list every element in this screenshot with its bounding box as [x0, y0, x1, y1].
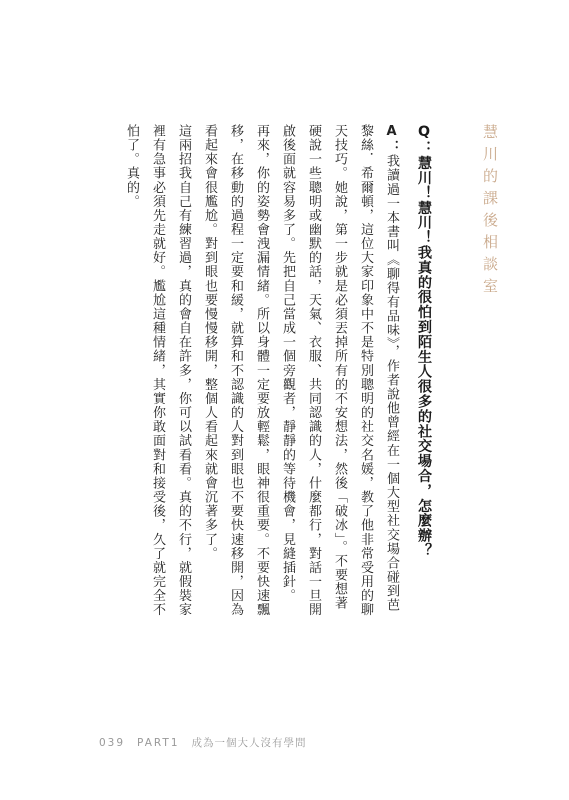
- answer-line: 天技巧。她說，第一步就是必須丟掉所有的不安想法，然後「破冰」。不要想著: [332, 124, 347, 611]
- answer-line: [378, 124, 404, 664]
- answer-line-text: 我讀過一本書叫《聊得有品味》，作者說他曾經在一個大型社交場合碰到芭: [384, 154, 399, 613]
- answer-line: 這兩招我自己有練習過，真的會自在許多，你可以試看看。真的不行，就假裝家: [176, 124, 191, 617]
- answer-line: 再來，你的姿勢會洩漏情緒。所以身體一定要放輕鬆，眼神很重要。不要快速飄: [254, 124, 269, 617]
- answer-line: 移，在移動的過程一定要和緩，就算和不認識的人對到眼也不要快速移開，因為: [228, 124, 243, 617]
- answer-lead: A：: [384, 124, 399, 155]
- section-header-title: 慧川的課後相談室: [481, 124, 499, 300]
- answer-line: 裡有急事必須先走就好。尷尬這種情緒，其實你敢面對和接受後，久了就完全不: [150, 124, 165, 617]
- answer-line: 硬說一些聰明或幽默的話，天氣、衣服、共同認識的人，什麼都行，對話一旦開: [306, 124, 321, 617]
- answer-line: 啟後面就容易多了。先把自己當成一個旁觀者，靜靜的等待機會，見縫插針。: [280, 124, 295, 603]
- footer-part-label: PART1: [137, 737, 180, 749]
- page-number: 039: [99, 737, 126, 749]
- qa-body: [118, 124, 437, 664]
- answer-line: 黎絲．希爾頓，這位大家印象中不是特別聰明的社交名媛，教了他非常受用的聊: [358, 124, 373, 617]
- question-text: Q：慧川！慧川！我真的很怕到陌生人很多的社交場合，怎麼辦？: [416, 124, 432, 558]
- answer-line: 看起來會很尷尬。對到眼也要慢慢移開，整個人看起來就會沉著多了。: [202, 124, 217, 561]
- answer-line: 怕了。真的。: [124, 124, 139, 209]
- footer-chapter-title: 成為一個大人沒有學問: [191, 737, 307, 749]
- page-footer: [99, 735, 307, 750]
